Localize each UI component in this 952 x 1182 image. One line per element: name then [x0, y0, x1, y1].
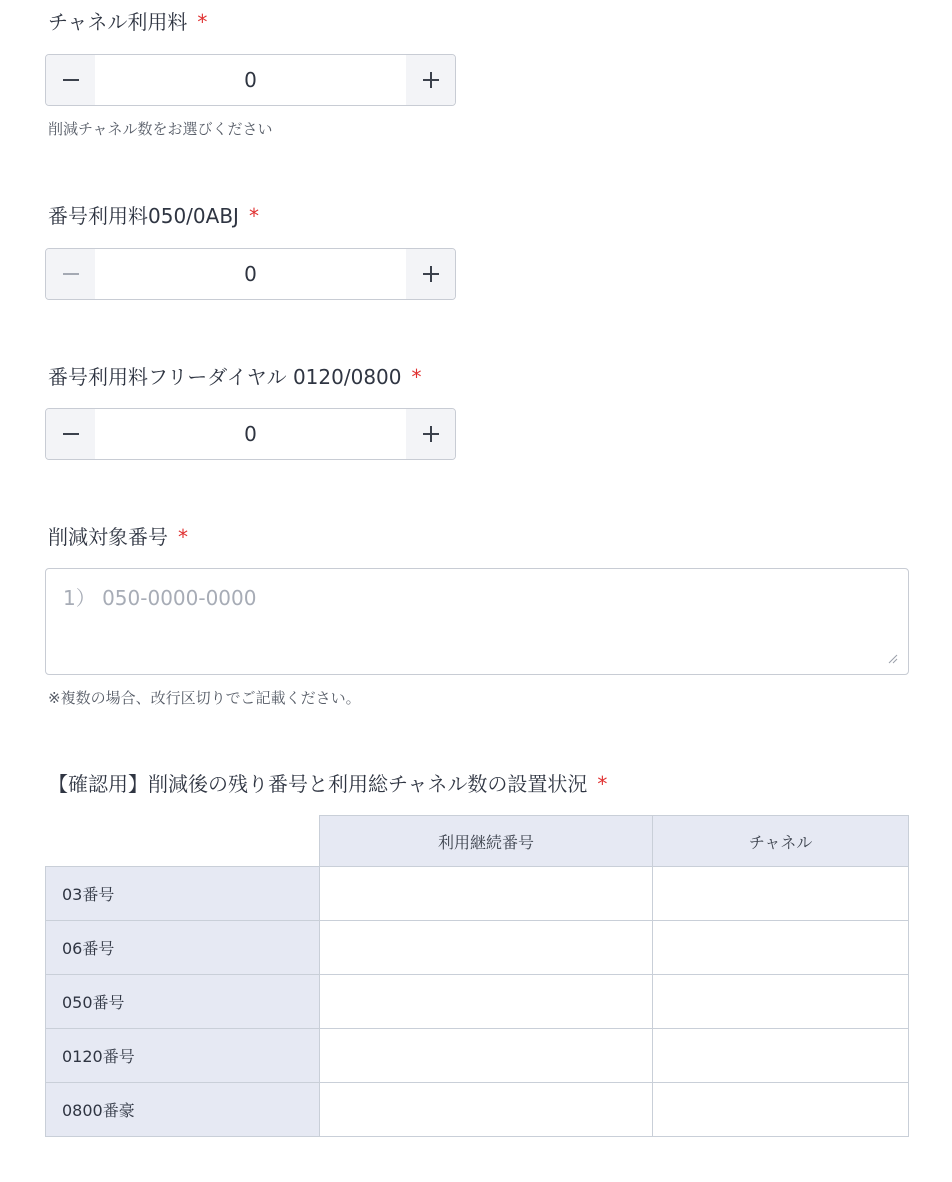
- table-cell[interactable]: [319, 1029, 653, 1083]
- table-row: [46, 1029, 909, 1083]
- target-numbers-textarea[interactable]: [46, 569, 908, 674]
- confirm-table-label-text: 【確認用】削減後の残り番号と利用総チャネル数の設置状況: [48, 772, 588, 796]
- number-fee-050-label: [48, 204, 259, 228]
- table-row: [46, 975, 909, 1029]
- minus-icon: [61, 70, 81, 90]
- column-header-continue-number: 利用継続番号: [319, 816, 653, 867]
- table-row: [46, 921, 909, 975]
- channel-fee-label: [48, 10, 207, 34]
- table-corner: [46, 816, 320, 867]
- channel-fee-input[interactable]: [95, 55, 406, 105]
- number-fee-free-label: [48, 365, 422, 389]
- required-mark: *: [597, 772, 608, 796]
- confirm-table-label: [48, 772, 607, 796]
- minus-icon: [61, 424, 81, 444]
- table-row: [46, 1083, 909, 1137]
- table-cell[interactable]: [653, 1083, 909, 1137]
- table-cell[interactable]: [319, 975, 653, 1029]
- number-fee-050-label-text: 番号利用料050/0ABJ: [48, 204, 239, 228]
- channel-fee-stepper: [45, 54, 456, 106]
- table-cell[interactable]: [319, 867, 653, 921]
- plus-icon: [421, 70, 441, 90]
- row-header: 03番号: [46, 867, 320, 921]
- plus-icon: [421, 424, 441, 444]
- number-fee-050-input[interactable]: [95, 249, 406, 299]
- number-fee-free-increment-button[interactable]: [406, 409, 455, 459]
- target-numbers-help: ※複数の場合、改行区切りでご記載ください。: [48, 689, 361, 707]
- number-fee-free-label-text: 番号利用料フリーダイヤル 0120/0800: [48, 365, 402, 389]
- table-cell[interactable]: [653, 921, 909, 975]
- required-mark: *: [178, 525, 188, 549]
- number-fee-free-decrement-button[interactable]: [46, 409, 95, 459]
- resize-handle-icon[interactable]: [888, 654, 898, 664]
- channel-fee-label-text: チャネル利用料: [48, 10, 188, 34]
- table-cell[interactable]: [319, 921, 653, 975]
- row-header: 0800番豪: [46, 1083, 320, 1137]
- table-row: [46, 867, 909, 921]
- row-header: 06番号: [46, 921, 320, 975]
- row-header: 0120番号: [46, 1029, 320, 1083]
- table-cell[interactable]: [319, 1083, 653, 1137]
- channel-fee-help: 削減チャネル数をお選びください: [48, 120, 273, 138]
- channel-fee-decrement-button[interactable]: [46, 55, 95, 105]
- row-header: 050番号: [46, 975, 320, 1029]
- plus-icon: [421, 264, 441, 284]
- number-fee-050-stepper: [45, 248, 456, 300]
- required-mark: *: [197, 10, 208, 34]
- column-header-channel: チャネル: [653, 816, 909, 867]
- table-cell[interactable]: [653, 867, 909, 921]
- channel-fee-increment-button[interactable]: [406, 55, 455, 105]
- target-numbers-label-text: 削減対象番号: [48, 525, 168, 549]
- number-fee-free-input[interactable]: [95, 409, 406, 459]
- target-numbers-box: [45, 568, 909, 675]
- minus-icon: [61, 264, 81, 284]
- table-cell[interactable]: [653, 975, 909, 1029]
- required-mark: *: [248, 204, 259, 228]
- number-fee-050-increment-button[interactable]: [406, 249, 455, 299]
- target-numbers-label: [48, 525, 188, 549]
- confirm-table: [45, 815, 909, 1137]
- number-fee-050-decrement-button[interactable]: [46, 249, 95, 299]
- number-fee-free-stepper: [45, 408, 456, 460]
- table-cell[interactable]: [653, 1029, 909, 1083]
- required-mark: *: [411, 365, 422, 389]
